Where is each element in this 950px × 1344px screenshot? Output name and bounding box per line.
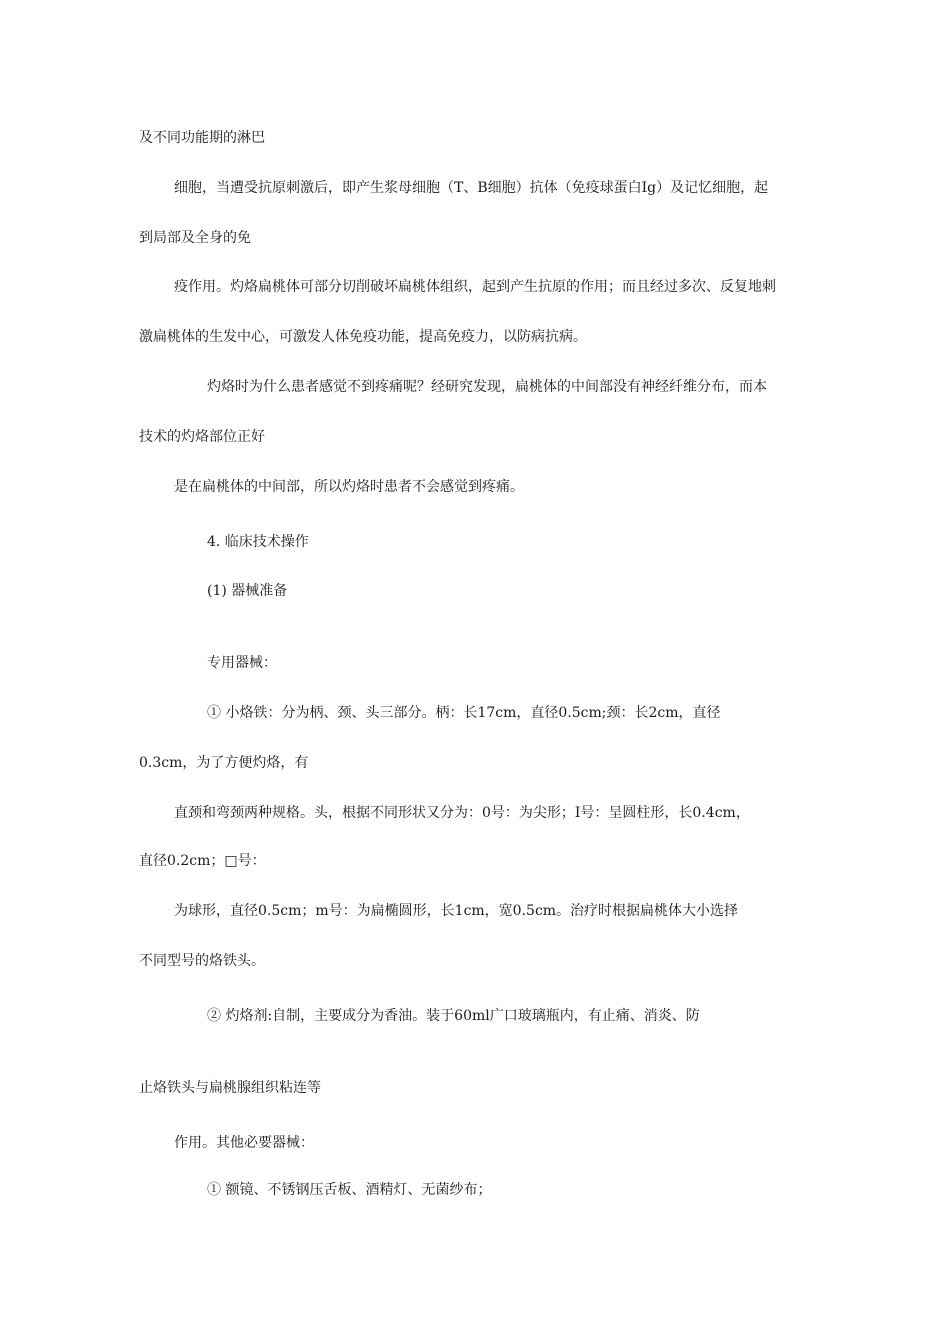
text-line-item-2: ② 灼烙剂:自制，主要成分为香油。装于60ml广口玻璃瓶内，有止痛、消炎、防: [207, 1008, 700, 1024]
section-heading-4: 4. 临床技术操作: [207, 534, 309, 550]
text-line-8: 是在扁桃体的中间部，所以灼烙时患者不会感觉到疼痛。: [174, 479, 524, 495]
text-line-17: 不同型号的烙铁头。: [139, 953, 265, 969]
text-line-20: 作用。其他必要器械：: [174, 1135, 314, 1151]
text-line-special-instruments: 专用器械：: [207, 655, 277, 671]
text-line-1: 及不同功能期的淋巴: [139, 130, 265, 146]
text-line-7: 技术的灼烙部位正好: [139, 429, 265, 445]
text-line-19: 止烙铁头与扁桃腺组织粘连等: [139, 1080, 321, 1096]
text-line-16: 为球形，直径0.5cm；m号：为扁椭圆形，长1cm，宽0.5cm。治疗时根据扁桃体大小选择: [174, 903, 739, 919]
text-line-15: 直径0.2cm；□号：: [139, 853, 266, 869]
text-line-14: 直颈和弯颈两种规格。头，根据不同形状又分为：0号：为尖形；Ⅰ号：呈圆柱形，长0.4cm，: [174, 805, 750, 821]
text-line-4: 疫作用。灼烙扁桃体可部分切削破坏扁桃体组织，起到产生抗原的作用；而且经过多次、反复地刺: [174, 279, 776, 295]
subsection-heading-1: (1) 器械准备: [207, 583, 288, 599]
text-line-2: 细胞，当遭受抗原刺激后，即产生浆母细胞（T、B细胞）抗体（免疫球蛋白Ig）及记忆细胞，起: [174, 180, 769, 196]
text-line-item-3: ① 额镜、不锈钢压舌板、酒精灯、无菌纱布；: [207, 1182, 492, 1198]
text-line-3: 到局部及全身的免: [139, 230, 251, 246]
text-line-item-1: ① 小烙铁：分为柄、颈、头三部分。柄：长17cm，直径0.5cm;颈：长2cm，直径: [207, 705, 721, 721]
text-line-5: 激扁桃体的生发中心，可激发人体免疫功能，提高免疫力，以防病抗病。: [139, 329, 587, 345]
text-line-13: 0.3cm，为了方便灼烙，有: [139, 755, 309, 771]
text-line-6: 灼烙时为什么患者感觉不到疼痛呢？经研究发现，扁桃体的中间部没有神经纤维分布，而本: [207, 379, 767, 395]
